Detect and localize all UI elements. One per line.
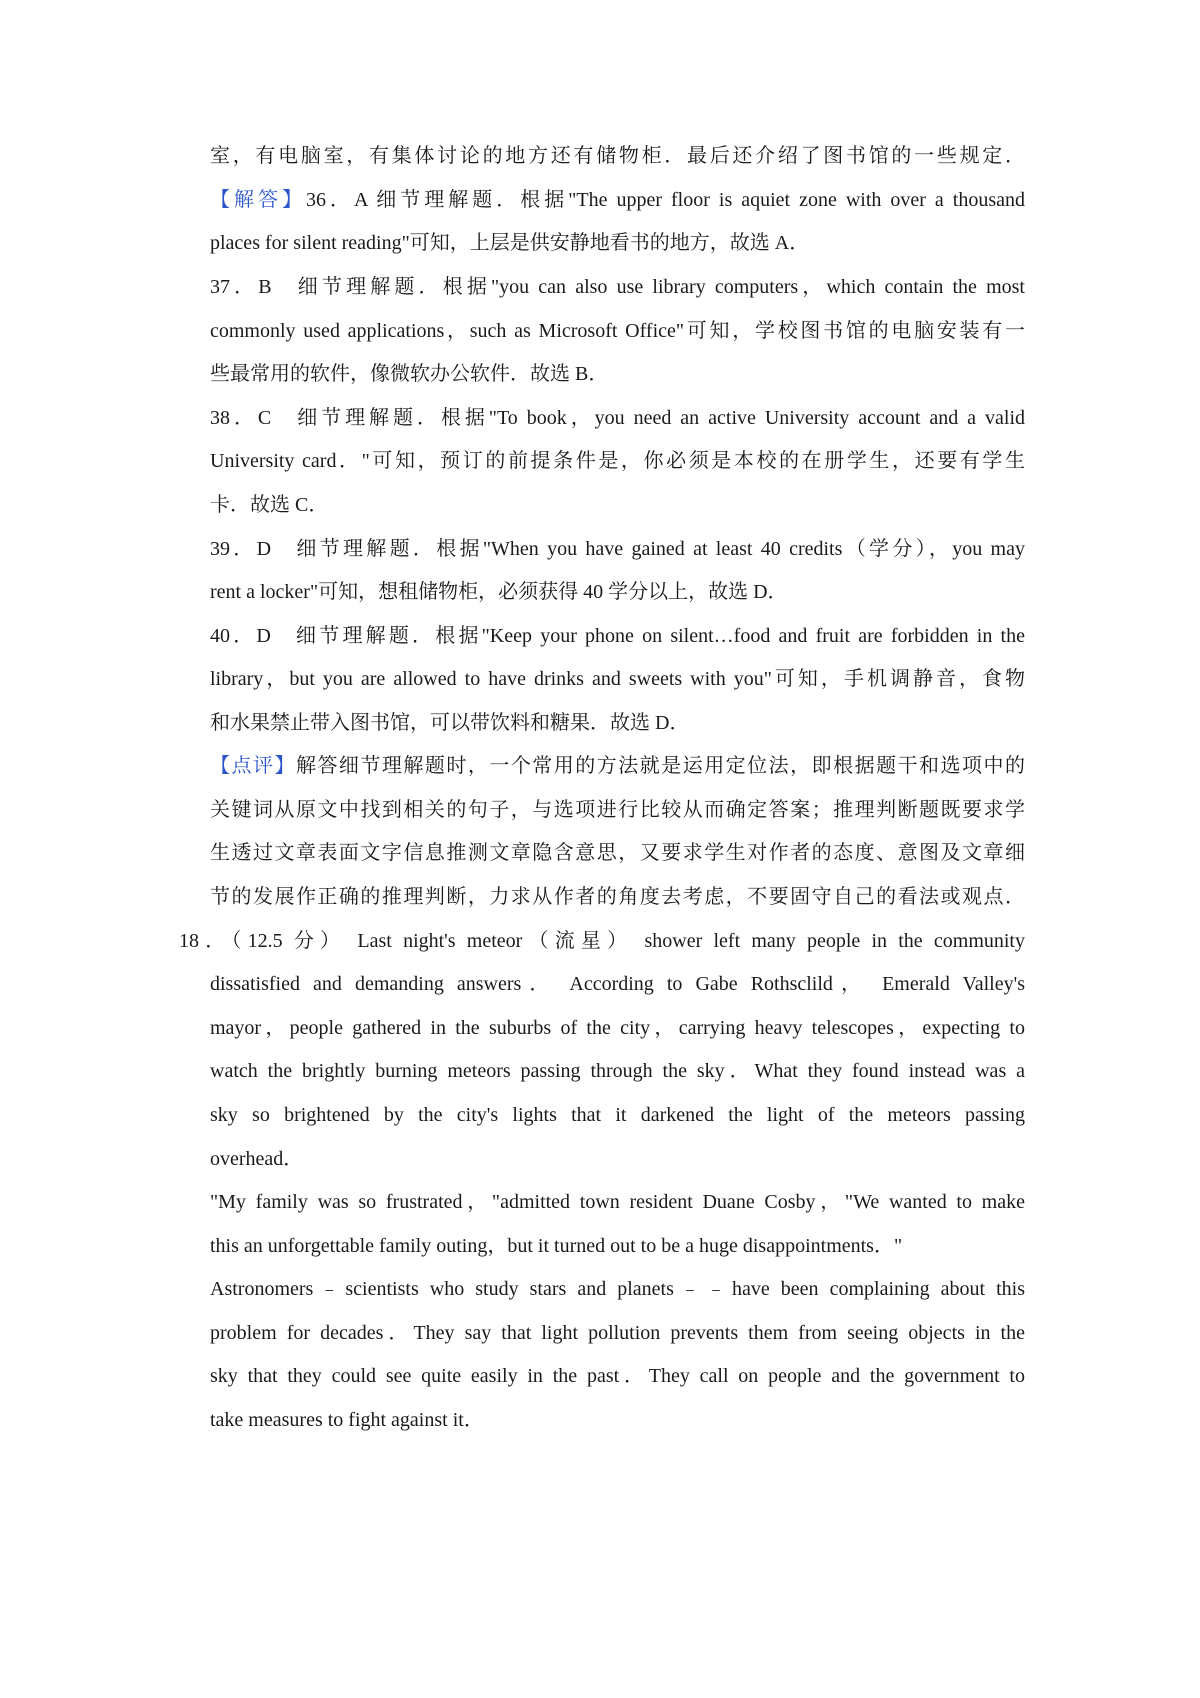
text-line: library，but you are allowed to have drinks and sweets with you"可知，手机调静音，食物 [210, 668, 1025, 690]
item-number: 38．C [210, 407, 272, 429]
item-38 [210, 403, 1025, 433]
item-text: 细节理解题．根据"you can also use library computers，which contain the most [293, 276, 1025, 298]
item-40 [210, 621, 1025, 651]
text-line: commonly used applications，such as Microsoft Office"可知，学校图书馆的电脑安装有一 [210, 320, 1025, 342]
text-line: this an unforgettable family outing，but it turned out to be a huge disappointments．" [210, 1235, 903, 1257]
text-line: 关键词从原文中找到相关的句子，与选项进行比较从而确定答案；推理判断题既要求学 [210, 799, 1025, 821]
text-line: sky so brightened by the city's lights that it darkened the light of the meteors passing [210, 1104, 1025, 1126]
text-line: University card．"可知，预订的前提条件是，你必须是本校的在册学生，还要有学生 [210, 450, 1025, 472]
item-text: 细节理解题．根据"Keep your phone on silent…food and fruit are forbidden in the [292, 625, 1025, 647]
item-37 [210, 272, 1025, 302]
item-number: 39．D [210, 538, 272, 560]
item-number: 40．D [210, 625, 271, 647]
text-line: 和水果禁止带入图书馆，可以带饮料和糖果．故选 D． [210, 712, 690, 734]
text-line: Astronomers﹣scientists who study stars and planets﹣﹣have been complaining about this [210, 1278, 1025, 1300]
text-line: 些最常用的软件，像微软办公软件．故选 B． [210, 363, 609, 385]
text-line: take measures to fight against it． [210, 1409, 484, 1431]
text-line: 生透过文章表面文字信息推测文章隐含意思，又要求学生对作者的态度、意图及文章细 [210, 842, 1025, 864]
comment-tag: 【点评】 [210, 755, 296, 777]
answer-text: 36．A 细节理解题．根据"The upper floor is aquiet zone with over a thousand [305, 189, 1026, 211]
answer-line [210, 185, 1025, 215]
text-line: problem for decades．They say that light pollution prevents them from seeing objects in the [210, 1322, 1025, 1344]
item-39 [210, 534, 1025, 564]
item-number: 37．B [210, 276, 272, 298]
text-line: 室，有电脑室，有集体讨论的地方还有储物柜．最后还介绍了图书馆的一些规定． [210, 145, 1025, 167]
text-line: 节的发展作正确的推理判断，力求从作者的角度去考虑，不要固守自己的看法或观点． [210, 886, 1025, 908]
text-line: watch the brightly burning meteors passing through the sky．What they found instead was a [210, 1060, 1025, 1082]
text-line: 卡．故选 C． [210, 494, 329, 516]
answer-tag: 【解答】 [210, 189, 306, 211]
text-line: sky that they could see quite easily in the past．They call on people and the government to [210, 1365, 1025, 1387]
question-18-line: 18．（12.5 分） Last night's meteor（流星） shower left many people in the community [179, 930, 1025, 952]
comment-text: 解答细节理解题时，一个常用的方法就是运用定位法，即根据题干和选项中的 [295, 755, 1026, 777]
text-line: "My family was so frustrated，"admitted town resident Duane Cosby，"We wanted to make [210, 1191, 1025, 1213]
item-text: 细节理解题．根据"When you have gained at least 40 credits（学分），you may [293, 538, 1025, 560]
text-line: overhead． [210, 1148, 304, 1170]
text-line: rent a locker"可知，想租储物柜，必须获得 40 学分以上，故选 D． [210, 581, 788, 603]
text-line: places for silent reading"可知，上层是供安静地看书的地方，故选 A． [210, 232, 810, 254]
comment-line [210, 751, 1025, 781]
item-text: 细节理解题．根据"To book，you need an active University account and a valid [293, 407, 1025, 429]
text-line: dissatisfied and demanding answers． According to Gabe Rothsclild， Emerald Valley's [210, 973, 1025, 995]
text-line: mayor，people gathered in the suburbs of the city，carrying heavy telescopes，expecting to [210, 1017, 1025, 1039]
